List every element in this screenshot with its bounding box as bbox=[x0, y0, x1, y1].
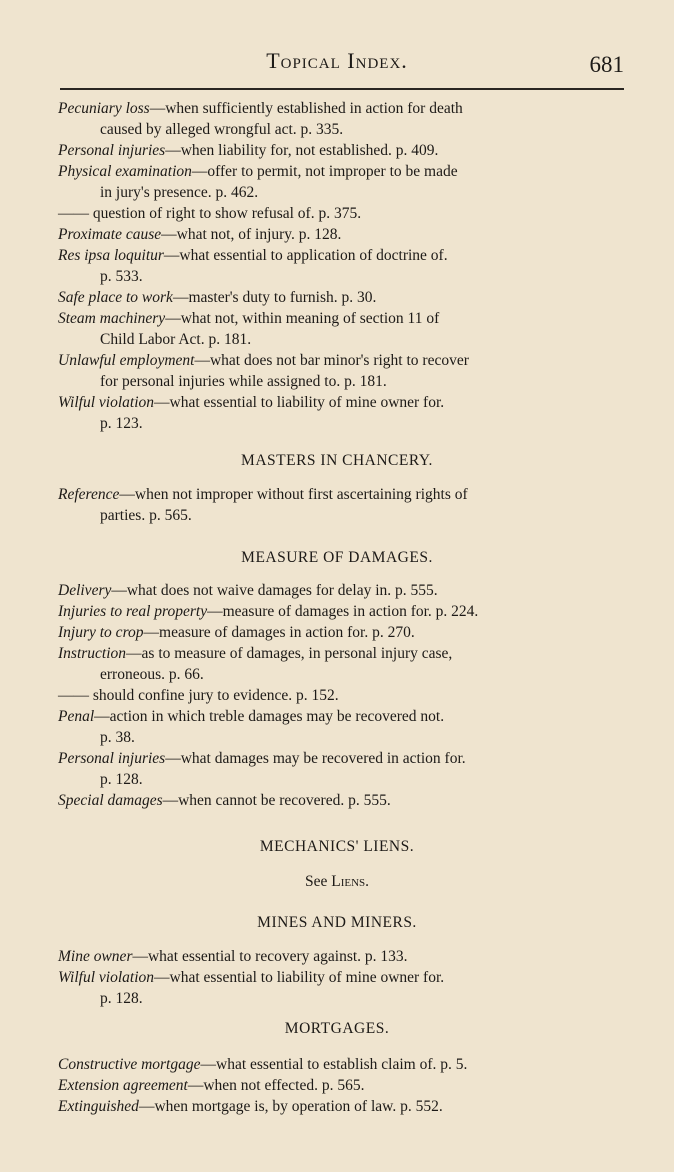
index-entry-text: question of right to show refusal of. p. 375. bbox=[89, 205, 362, 222]
index-entry bbox=[58, 203, 626, 224]
index-entry-term: Extinguished bbox=[58, 1098, 139, 1115]
index-entry-text: —action in which treble damages may be recovered not. bbox=[94, 708, 445, 725]
repeat-dash: —— bbox=[58, 687, 89, 704]
index-entry-term: Injury to crop bbox=[58, 624, 144, 641]
index-group-c bbox=[58, 580, 626, 811]
index-entry bbox=[58, 308, 626, 329]
header-rule bbox=[60, 88, 624, 90]
index-group-e bbox=[58, 1054, 626, 1117]
index-entry-term: Unlawful employment bbox=[58, 352, 195, 369]
index-entry bbox=[58, 1096, 626, 1117]
index-entry-text: —when sufficiently established in action for death bbox=[149, 100, 463, 117]
index-entry bbox=[58, 140, 626, 161]
index-entry-term: Reference bbox=[58, 486, 120, 503]
index-entry bbox=[58, 685, 626, 706]
index-entry-continuation: caused by alleged wrongful act. p. 335. bbox=[100, 121, 344, 138]
section-heading-mortgages: MORTGAGES. bbox=[284, 1020, 390, 1037]
section-heading-mechanics: MECHANICS' LIENS. bbox=[259, 838, 415, 855]
see-also-target: Liens bbox=[331, 873, 366, 890]
index-entry-text: —what essential to establish claim of. p. 5. bbox=[200, 1056, 468, 1073]
index-entry-text: —what essential to liability of mine owner for. bbox=[154, 969, 445, 986]
index-entry-text: —when mortgage is, by operation of law. p. 552. bbox=[138, 1098, 443, 1115]
index-entry-term: Mine owner bbox=[58, 948, 133, 965]
index-entry-term: Physical examination bbox=[58, 163, 192, 180]
index-entry-continuation: p. 128. bbox=[100, 990, 143, 1007]
index-entry bbox=[58, 224, 626, 245]
index-entry bbox=[58, 484, 626, 505]
index-entry-continuation: Child Labor Act. p. 181. bbox=[100, 331, 252, 348]
index-entry-text: —measure of damages in action for. p. 224. bbox=[207, 603, 479, 620]
index-entry bbox=[58, 350, 626, 371]
index-entry bbox=[58, 622, 626, 643]
index-entry-text: —when cannot be recovered. p. 555. bbox=[162, 792, 391, 809]
index-entry-text: —what not, of injury. p. 128. bbox=[161, 226, 342, 243]
index-entry-text: —as to measure of damages, in personal injury case, bbox=[126, 645, 453, 662]
index-entry-text: —what does not waive damages for delay in. p. 555. bbox=[111, 582, 438, 599]
index-entry-term: Res ipsa loquitur bbox=[58, 247, 164, 264]
index-entry-text: —when liability for, not established. p. 409. bbox=[165, 142, 439, 159]
index-entry bbox=[58, 161, 626, 182]
index-entry bbox=[58, 392, 626, 413]
index-entry-text: —what does not bar minor's right to recover bbox=[194, 352, 469, 369]
index-entry-continuation: p. 38. bbox=[100, 729, 135, 746]
index-entry-continuation: in jury's presence. p. 462. bbox=[100, 184, 259, 201]
section-heading-mines: MINES AND MINERS. bbox=[257, 914, 417, 931]
index-entry-text: —offer to permit, not improper to be made bbox=[191, 163, 458, 180]
see-also bbox=[0, 873, 674, 891]
index-entry-continuation: p. 123. bbox=[100, 415, 143, 432]
index-entry-term: Proximate cause bbox=[58, 226, 162, 243]
index-entry-term: Penal bbox=[58, 708, 95, 725]
index-entry-term: Extension agreement bbox=[58, 1077, 188, 1094]
index-entry-text: —what essential to liability of mine owner for. bbox=[154, 394, 445, 411]
index-entry-term: Instruction bbox=[58, 645, 127, 662]
index-entry-term: Safe place to work bbox=[58, 289, 173, 306]
index-entry bbox=[58, 245, 626, 266]
section-heading-measure: MEASURE OF DAMAGES. bbox=[241, 549, 433, 566]
index-entry bbox=[58, 967, 626, 988]
index-entry-term: Injuries to real property bbox=[58, 603, 208, 620]
index-entry-term: Personal injuries bbox=[58, 142, 166, 159]
index-entry bbox=[58, 946, 626, 967]
repeat-dash: —— bbox=[58, 205, 89, 222]
index-entry-text: —master's duty to furnish. p. 30. bbox=[172, 289, 377, 306]
index-entry bbox=[58, 580, 626, 601]
index-entry bbox=[58, 643, 626, 664]
index-entry-term: Constructive mortgage bbox=[58, 1056, 201, 1073]
index-entry-term: Wilful violation bbox=[58, 394, 155, 411]
index-entry-text: —when not effected. p. 565. bbox=[187, 1077, 365, 1094]
index-entry bbox=[58, 706, 626, 727]
see-also-prefix: See bbox=[304, 873, 332, 890]
index-entry bbox=[58, 601, 626, 622]
index-entry-text: —what not, within meaning of section 11 of bbox=[165, 310, 440, 327]
index-group-d bbox=[58, 946, 626, 1009]
index-entry-continuation: for personal injuries while assigned to. p. 181. bbox=[100, 373, 387, 390]
index-entry-continuation: erroneous. p. 66. bbox=[100, 666, 204, 683]
index-entry-text: —measure of damages in action for. p. 270. bbox=[143, 624, 415, 641]
section-heading-masters: MASTERS IN CHANCERY. bbox=[241, 452, 433, 469]
index-entry-term: Personal injuries bbox=[58, 750, 166, 767]
index-entry-term: Wilful violation bbox=[58, 969, 155, 986]
see-also-suffix: . bbox=[365, 873, 370, 890]
index-entry bbox=[58, 748, 626, 769]
index-entry-continuation: p. 533. bbox=[100, 268, 143, 285]
index-entry-term: Special damages bbox=[58, 792, 163, 809]
index-entry-text: —what essential to application of doctrine of. bbox=[163, 247, 448, 264]
index-group-a bbox=[58, 98, 626, 434]
index-group-b bbox=[58, 484, 626, 526]
index-entry-text: should confine jury to evidence. p. 152. bbox=[89, 687, 339, 704]
index-entry bbox=[58, 98, 626, 119]
index-entry-term: Pecuniary loss bbox=[58, 100, 150, 117]
index-entry-text: —when not improper without first ascertaining rights of bbox=[119, 486, 468, 503]
index-entry bbox=[58, 287, 626, 308]
index-entry bbox=[58, 1054, 626, 1075]
index-entry-term: Delivery bbox=[58, 582, 112, 599]
index-entry-text: —what essential to recovery against. p. 133. bbox=[132, 948, 408, 965]
page-number: 681 bbox=[589, 52, 624, 77]
index-entry-continuation: parties. p. 565. bbox=[100, 507, 192, 524]
index-entry-term: Steam machinery bbox=[58, 310, 166, 327]
index-entry bbox=[58, 1075, 626, 1096]
index-entry bbox=[58, 790, 626, 811]
index-entry-text: —what damages may be recovered in action for. bbox=[165, 750, 466, 767]
index-entry-continuation: p. 128. bbox=[100, 771, 143, 788]
page-title: Topical Index. bbox=[266, 48, 408, 73]
